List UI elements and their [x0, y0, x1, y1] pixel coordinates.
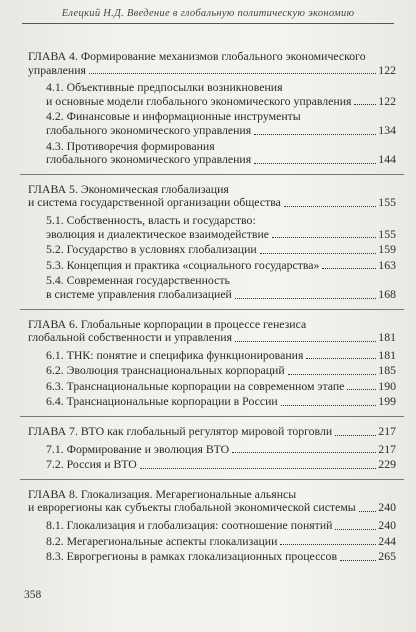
toc-page-number: 181 [378, 330, 396, 345]
toc-entry-text: 5.4. Современная государственность [46, 273, 230, 288]
toc-entry-text: 4.1. Объективные предпосылки возникновения [46, 80, 283, 95]
toc-entry-text: ГЛАВА 4. Формирование механизмов глобального экономического [28, 49, 366, 63]
dot-leader [254, 134, 376, 135]
dot-leader [280, 544, 376, 545]
dot-leader [254, 163, 376, 164]
section-entry [28, 349, 396, 363]
toc-entry-text: 6.4. Транснациональные корпорации в России [46, 394, 278, 409]
toc-entry-text: управления [28, 62, 86, 77]
toc-entry-text: 7.2. Россия и ВТО [46, 457, 137, 472]
section-entry [28, 140, 396, 167]
section-entry [28, 274, 396, 301]
toc-entry-line [46, 519, 396, 533]
toc-entry-line [46, 243, 396, 257]
toc-page-number: 155 [378, 226, 396, 241]
toc-entry-line [28, 425, 396, 439]
dot-leader [272, 237, 376, 238]
section-entry [28, 519, 396, 533]
toc-entry-line [28, 331, 396, 345]
section-entry [28, 380, 396, 394]
toc-entry-line [46, 95, 396, 109]
dot-leader [235, 341, 376, 342]
section-entry [28, 214, 396, 241]
toc-entry-text: ГЛАВА 6. Глобальные корпорации в процессе генезиса [28, 316, 307, 331]
dot-leader [232, 452, 376, 453]
chapter-entry [28, 488, 396, 564]
toc-page-number: 265 [378, 549, 396, 564]
toc-page-number: 244 [378, 533, 396, 548]
dot-leader [284, 206, 376, 207]
toc-entry-text: глобального экономического управления [46, 152, 252, 167]
toc-entry-text: 8.1. Глокализация и глобализация: соотношение понятий [46, 518, 333, 533]
toc-page-number: 199 [378, 394, 396, 409]
toc-entry-line [46, 228, 396, 242]
dot-leader [354, 104, 376, 105]
section-entry [28, 550, 396, 564]
toc-page-number: 122 [378, 93, 396, 108]
toc-entry-line [46, 395, 396, 409]
toc-entry-text: 4.3. Противоречия формирования [46, 138, 215, 153]
chapter-divider [20, 174, 404, 175]
toc-page-number: 229 [378, 457, 396, 472]
toc-entry-text: ГЛАВА 5. Экономическая глобализация [28, 181, 229, 196]
toc-page-number: 217 [378, 424, 396, 439]
toc-entry-text: 5.2. Государство в условиях глобализации [46, 242, 257, 257]
toc-page-number: 185 [378, 363, 396, 378]
toc-entry-line [28, 501, 396, 515]
section-entry [28, 535, 396, 549]
table-of-contents [28, 50, 396, 566]
dot-leader [140, 468, 376, 469]
dot-leader [281, 405, 377, 406]
toc-entry-line [46, 259, 396, 273]
toc-entry-text: 7.1. Формирование и эволюция ВТО [46, 441, 230, 456]
section-entry [28, 243, 396, 257]
dot-leader [306, 358, 376, 359]
toc-entry-line [46, 458, 396, 472]
section-entry [28, 364, 396, 378]
toc-page-number: 163 [378, 257, 396, 272]
toc-entry-line [28, 64, 396, 78]
toc-entry-line [28, 196, 396, 210]
toc-entry-line [46, 153, 396, 167]
dot-leader [340, 560, 376, 561]
toc-entry-text: 6.3. Транснациональные корпорации на современном этапе [46, 378, 345, 393]
chapter-entry [28, 183, 396, 302]
dot-leader [322, 268, 376, 269]
toc-entry-line [46, 364, 396, 378]
chapter-divider [20, 309, 404, 310]
toc-entry-line [46, 124, 396, 138]
toc-entry-line [46, 349, 396, 363]
dot-leader [359, 511, 377, 512]
toc-page-number: 155 [378, 195, 396, 210]
section-entry [28, 458, 396, 472]
toc-entry-text: 6.1. ТНК: понятие и специфика функционирования [46, 347, 304, 362]
dot-leader [288, 374, 377, 375]
dot-leader [335, 529, 376, 530]
chapter-entry [28, 50, 396, 167]
toc-entry-text: глобального экономического управления [46, 122, 252, 137]
dot-leader [89, 73, 376, 74]
section-entry [28, 443, 396, 457]
toc-page-number: 159 [378, 242, 396, 257]
toc-entry-text: ГЛАВА 8. Глокализация. Мегарегиональные альянсы [28, 486, 297, 501]
chapter-entry [28, 318, 396, 410]
toc-entry-text: 5.1. Собственность, власть и государство: [46, 212, 256, 227]
toc-entry-text: 5.3. Концепция и практика «социального государства» [46, 257, 320, 272]
toc-page-number: 168 [378, 286, 396, 301]
toc-entry-line [46, 380, 396, 394]
toc-entry-line [46, 535, 396, 549]
section-entry [28, 81, 396, 108]
toc-entry-text: 8.2. Мегарегиональные аспекты глокализации [46, 533, 278, 548]
toc-page-number: 240 [378, 518, 396, 533]
chapter-divider [20, 479, 404, 480]
toc-entry-text: глобальной собственности и управления [28, 330, 233, 345]
dot-leader [335, 435, 376, 436]
toc-entry-text: и еврорегионы как субъекты глобальной экономической системы [28, 500, 356, 515]
toc-entry-line [46, 288, 396, 302]
toc-page-number: 181 [378, 347, 396, 362]
toc-entry-text: 8.3. Еврогрегионы в рамках глокализационных процессов [46, 549, 338, 564]
chapter-divider [20, 416, 404, 417]
dot-leader [235, 298, 376, 299]
toc-entry-text: и основные модели глобального экономического управления [46, 93, 352, 108]
section-entry [28, 110, 396, 137]
toc-entry-text: и система государственной организации общества [28, 195, 281, 210]
toc-entry-line [46, 550, 396, 564]
toc-page-number: 122 [378, 62, 396, 77]
dot-leader [347, 389, 376, 390]
toc-entry-text: в системе управления глобализацией [46, 286, 232, 301]
running-header: Елецкий Н.Д. Введение в глобальную политическую экономию [22, 8, 394, 24]
section-entry [28, 395, 396, 409]
chapter-entry [28, 425, 396, 472]
toc-entry-text: 4.2. Финансовые и информационные инструменты [46, 109, 301, 124]
page-number: 358 [24, 589, 42, 601]
section-entry [28, 259, 396, 273]
toc-entry-text: ГЛАВА 7. ВТО как глобальный регулятор мировой торговли [28, 424, 333, 439]
toc-page-number: 190 [378, 378, 396, 393]
toc-page-number: 134 [378, 122, 396, 137]
toc-page-number: 144 [378, 152, 396, 167]
toc-entry-text: 6.2. Эволюция транснациональных корпораций [46, 363, 285, 378]
toc-entry-text: эволюция и диалектическое взаимодействие [46, 226, 270, 241]
toc-page-number: 240 [378, 500, 396, 515]
toc-page-number: 217 [378, 441, 396, 456]
dot-leader [260, 253, 377, 254]
toc-entry-line [46, 443, 396, 457]
